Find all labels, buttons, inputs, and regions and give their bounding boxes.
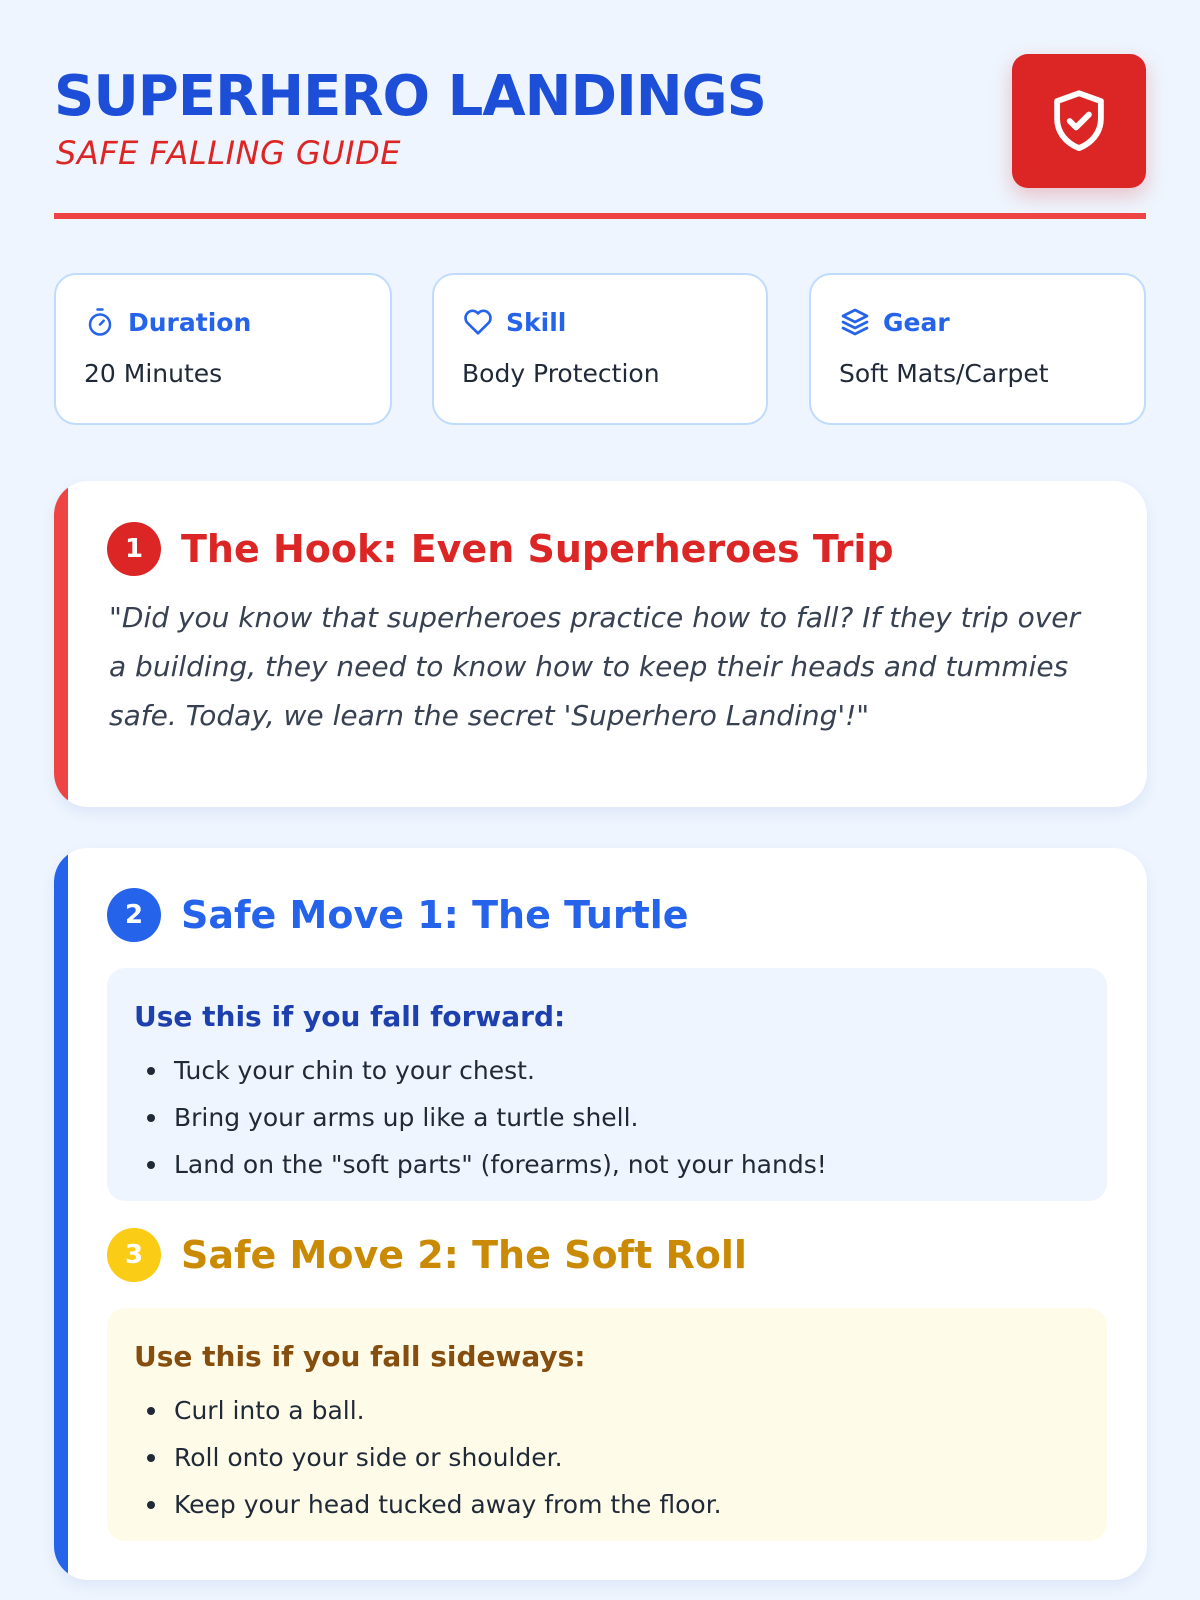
move2-heading <box>107 1228 747 1282</box>
move2-steps <box>134 1387 1080 1528</box>
safe-moves-section <box>54 848 1147 1580</box>
move1-tip-box <box>107 968 1107 1201</box>
hook-section <box>54 481 1147 807</box>
info-value: Body Protection <box>462 359 660 388</box>
tip-heading: Use this if you fall forward: <box>134 1000 566 1033</box>
page-subtitle: SAFE FALLING GUIDE <box>56 134 401 172</box>
info-card-gear <box>809 273 1146 425</box>
shield-check-icon <box>1012 54 1146 188</box>
info-cards <box>54 273 1146 425</box>
move2-tip-box <box>107 1308 1107 1541</box>
section-title: Safe Move 2: The Soft Roll <box>181 1233 747 1277</box>
move1-steps <box>134 1047 1080 1188</box>
moves-accent-bar <box>54 848 68 1580</box>
tip-heading: Use this if you fall sideways: <box>134 1340 586 1373</box>
info-value: Soft Mats/Carpet <box>839 359 1049 388</box>
list-item: Tuck your chin to your chest. <box>134 1047 1080 1094</box>
list-item: Roll onto your side or shoulder. <box>134 1434 1080 1481</box>
info-label: Duration <box>128 307 252 337</box>
hook-quote: "Did you know that superheroes practice how to fall? If they trip over a building, they need to know how to keep their heads and tummies safe. Today, we learn the secret 'Superhero Landing'!" <box>109 601 1081 732</box>
list-item: Curl into a ball. <box>134 1387 1080 1434</box>
section-title: Safe Move 1: The Turtle <box>181 893 689 937</box>
page-title: SUPERHERO LANDINGS <box>54 64 766 129</box>
info-label: Skill <box>506 307 567 337</box>
step-number-badge: 3 <box>107 1228 161 1282</box>
layers-icon <box>839 306 871 338</box>
info-card-duration <box>54 273 392 425</box>
hook-accent-bar <box>54 481 68 807</box>
info-label: Gear <box>883 307 950 337</box>
heart-icon <box>462 306 494 338</box>
section-title: The Hook: Even Superheroes Trip <box>181 527 894 571</box>
move1-heading <box>107 888 689 942</box>
info-value: 20 Minutes <box>84 359 223 388</box>
info-card-skill <box>432 273 768 425</box>
list-item: Keep your head tucked away from the floor. <box>134 1481 1080 1528</box>
step-number-badge: 2 <box>107 888 161 942</box>
page-header <box>54 54 1146 219</box>
stopwatch-icon <box>84 306 116 338</box>
list-item: Land on the "soft parts" (forearms), not your hands! <box>134 1141 1080 1188</box>
hook-heading <box>107 522 894 576</box>
step-number-badge: 1 <box>107 522 161 576</box>
list-item: Bring your arms up like a turtle shell. <box>134 1094 1080 1141</box>
